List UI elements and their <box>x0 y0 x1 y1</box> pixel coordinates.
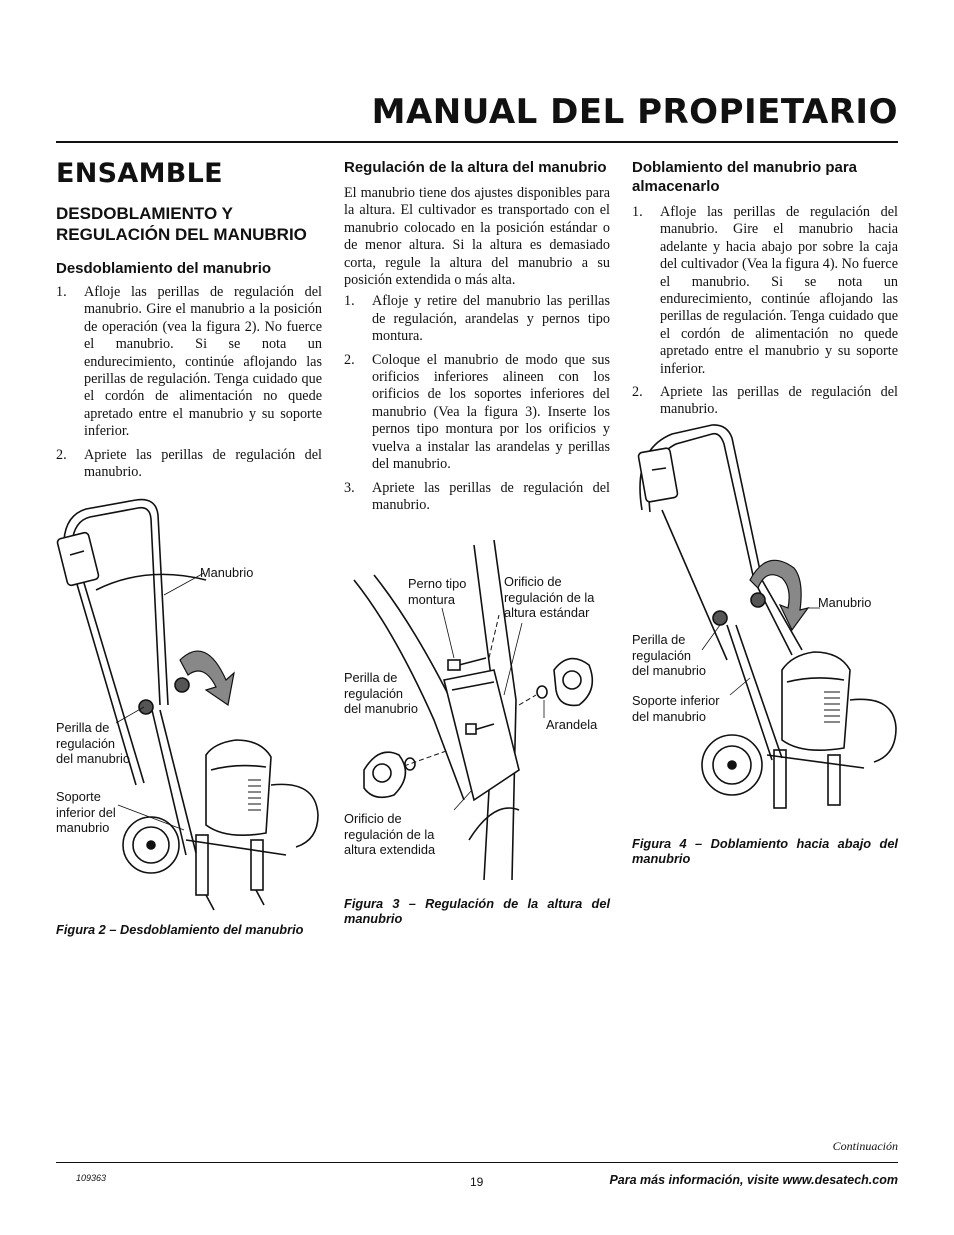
tiller-folded-illustration <box>632 420 900 820</box>
section-title: ENSAMBLE <box>56 158 223 189</box>
step-text: Apriete las perillas de regulación del manubrio. <box>84 446 322 481</box>
label-soporte: Soporte inferior del manubrio <box>56 789 116 835</box>
step-number: 1. <box>56 284 67 300</box>
col1-subheading: Desdoblamiento del manubrio <box>56 260 272 277</box>
step-number: 1. <box>344 293 355 310</box>
step-text: Apriete las perillas de regulación del manubrio. <box>660 384 898 418</box>
step-text: Afloje las perillas de regulación del manubrio. Gire el manubrio hacia adelante y hacia abajo por sobre la caja del cultivador (Vea la figura 4). No fuerce el manubrio. Si se nota un endurecimiento, continúe aflojando las perillas de regulación. Tenga cuidado que el cordón de alimentación no quede apretado entre el manubrio y su soporte inferior. <box>660 204 898 377</box>
col3-steps <box>632 204 898 419</box>
label-arandela: Arandela <box>546 717 598 732</box>
column-3 <box>632 150 898 425</box>
list-item <box>344 352 610 474</box>
document-number: 109363 <box>76 1173 107 1183</box>
list-item <box>344 293 610 345</box>
figure-2 <box>56 495 326 915</box>
footer-divider <box>56 1162 898 1163</box>
label-manubrio: Manubrio <box>200 565 254 580</box>
step-text: Apriete las perillas de regulación del manubrio. <box>372 479 610 513</box>
figure-2-caption: Figura 2 – Desdoblamiento del manubrio <box>56 922 304 937</box>
figure-3 <box>344 540 612 890</box>
label-orificio-extendida: Orificio de regulación de la altura extendida <box>344 811 436 857</box>
col3-subheading: Doblamiento del manubrio para almacenarlo <box>632 159 858 195</box>
figure-4 <box>632 420 900 820</box>
step-text: Coloque el manubrio de modo que sus orificios inferiores alineen con los orificios de los soportes inferiores del manubrio (Vea la figura 3). Inserte los pernos tipo montura por los orificios y vuelva a instalar las arandelas y perillas del manubrio. <box>372 351 610 473</box>
page-header-title: MANUAL DEL PROPIETARIO <box>371 92 898 132</box>
list-item <box>632 204 898 378</box>
page-number: 19 <box>470 1175 484 1189</box>
step-number: 3. <box>344 479 355 496</box>
col2-subheading: Regulación de la altura del manubrio <box>344 159 607 176</box>
header-divider <box>56 141 898 143</box>
col1-steps <box>56 284 322 481</box>
list-item <box>56 447 322 482</box>
label-perilla: Perilla de regulación del manubrio <box>344 670 418 716</box>
column-2 <box>344 150 610 520</box>
step-number: 2. <box>344 351 355 368</box>
tiller-unfolded-illustration <box>56 495 326 915</box>
label-orificio-estandar: Orificio de regulación de la altura estándar <box>504 574 595 620</box>
figure-4-caption: Figura 4 – Doblamiento hacia abajo del manubrio <box>632 836 898 866</box>
label-soporte: Soporte inferior del manubrio <box>632 693 720 724</box>
list-item <box>632 384 898 419</box>
label-perno: Perno tipo montura <box>408 576 467 607</box>
col2-steps <box>344 293 610 514</box>
col1-heading: DESDOBLAMIENTO Y REGULACIÓN DEL MANUBRIO <box>56 204 307 244</box>
continuation-note: Continuación <box>832 1139 898 1153</box>
label-perilla: Perilla de regulación del manubrio <box>632 632 706 678</box>
step-number: 1. <box>632 204 643 220</box>
label-perilla: Perilla de regulación del manubrio <box>56 720 130 766</box>
step-number: 2. <box>56 446 67 463</box>
step-text: Afloje y retire del manubrio las perillas de regulación, arandelas y pernos tipo montura. <box>372 293 610 345</box>
step-text: Afloje las perillas de regulación del manubrio. Gire el manubrio a la posición de operación (vea la figura 2). No fuerce el manubrio. Si se nota un endurecimiento, continúe aflojando las perillas de regulación. Tenga cuidado que el cordón de alimentación no quede apretado entre el manubrio y su soporte inferior. <box>84 284 322 440</box>
figure-3-caption: Figura 3 – Regulación de la altura del manubrio <box>344 896 610 926</box>
column-1 <box>56 150 322 487</box>
website-link[interactable]: Para más información, visite www.desatech.com <box>609 1173 898 1187</box>
label-manubrio: Manubrio <box>818 595 872 610</box>
step-number: 2. <box>632 384 643 401</box>
list-item <box>56 284 322 441</box>
list-item <box>344 480 610 515</box>
col2-intro: El manubrio tiene dos ajustes disponibles para la altura. El cultivador es transportado con el manubrio colocado en la posición estándar o de menor altura. Si la altura es demasiado corta, regule la altura del manubrio a su posición extendida o más alta. <box>344 185 610 289</box>
